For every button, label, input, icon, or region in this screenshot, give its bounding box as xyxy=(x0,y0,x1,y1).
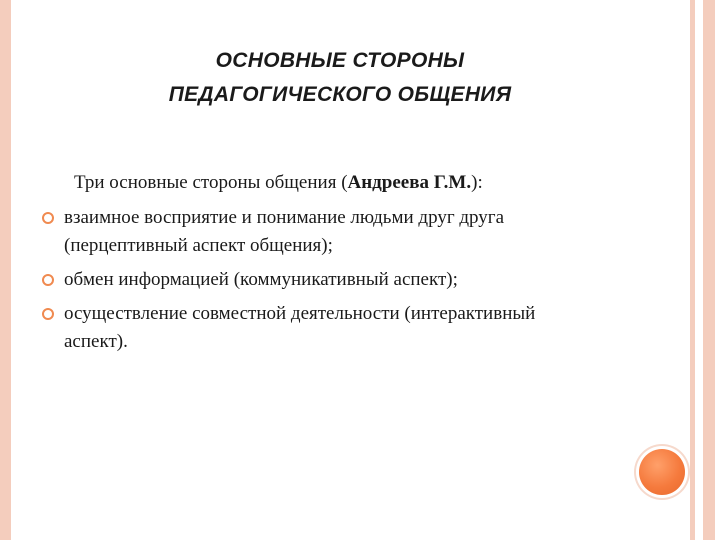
intro-prefix: Три основные стороны общения ( xyxy=(74,172,348,193)
list-item xyxy=(38,204,578,260)
intro-text xyxy=(74,170,483,196)
title-line-1: ОСНОВНЫЕ СТОРОНЫ xyxy=(215,49,465,72)
bullet-text: осуществление совместной деятельности (интерактивный аспект). xyxy=(64,303,536,352)
bullet-list xyxy=(38,204,578,362)
list-item xyxy=(38,266,578,294)
title-line-2: ПЕДАГОГИЧЕСКОГО ОБЩЕНИЯ xyxy=(168,83,512,106)
orange-circle-decoration xyxy=(639,449,685,495)
bullet-text: обмен информацией (коммуникативный аспект); xyxy=(64,269,458,290)
slide-title xyxy=(60,44,620,112)
circle-bullet-icon xyxy=(42,212,54,224)
intro-suffix: ): xyxy=(471,172,483,193)
intro-author: Андреева Г.М. xyxy=(347,172,472,193)
circle-bullet-icon xyxy=(42,308,54,320)
list-item xyxy=(38,300,578,356)
right-border-bar-thin xyxy=(690,0,695,540)
right-border-bar-thick xyxy=(703,0,715,540)
bullet-text: взаимное восприятие и понимание людьми друг друга (перцептивный аспект общения); xyxy=(64,207,505,256)
left-border-bar xyxy=(0,0,11,540)
circle-bullet-icon xyxy=(42,274,54,286)
